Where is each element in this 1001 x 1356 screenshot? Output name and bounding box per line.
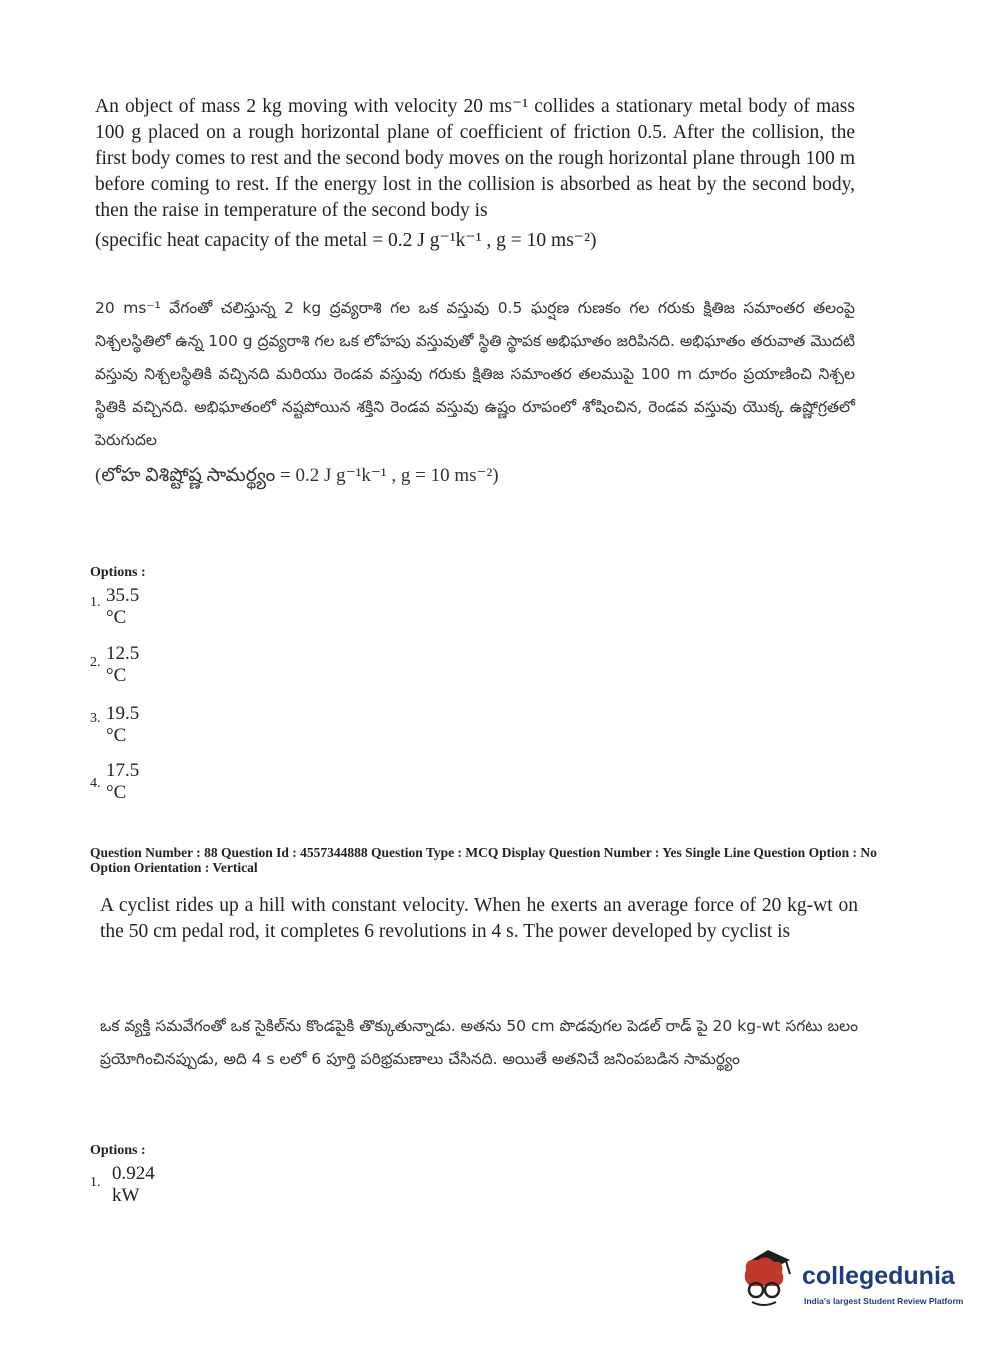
option-text: 17.5 °C	[106, 760, 140, 803]
logo-wordmark: collegedunia	[802, 1262, 955, 1290]
option-text: 35.5 °C	[106, 585, 140, 628]
question-1-telugu-text: 20 ms⁻¹ వేగంతో చలిస్తున్న 2 kg ద్రవ్యరాశి గల ఒక వస్తువు 0.5 ఘర్షణ గుణకం గల గరుకు క్షితిజ సమాంతర తలంపై నిశ్చలస్థితిలో ఉన్న 100 g ద్రవ్యరాశి గల ఒక లోహపు వస్తువుతో స్థితి స్థాపక అభిఘాతం జరిపినది. అభిఘాతం తరువాత మొదటి వస్తువు నిశ్చలస్థితికి వచ్చినది మరియు రెండవ వస్తువు గరుకు క్షితిజ సమాంతర తలముపై 100 m దూరం ప్రయాణించి నిశ్చల స్థితికి వచ్చినది. అభిఘాతంలో నష్టపోయిన శక్తిని రెండవ వస్తువు ఉష్ణం రూపంలో శోషించిన, రెండవ వస్తువు యొక్క ఉష్ణోగ్రతలో పెరుగుదల	[95, 299, 855, 449]
option-number: 1.	[90, 595, 101, 610]
option-number: 4.	[90, 776, 101, 791]
collegedunia-logo	[738, 1248, 968, 1318]
question-1-text: An object of mass 2 kg moving with velocity 20 ms⁻¹ collides a stationary metal body of mass 100 g placed on a rough horizontal plane of coefficient of friction 0.5. After the collision, the first body comes to rest and the second body moves on the rough horizontal plane through 100 m before coming to rest. If the energy lost in the collision is absorbed as heat by the second body, then the raise in temperature of the second body is	[95, 96, 855, 221]
question-1-telugu	[95, 292, 855, 492]
logo-tagline: India's largest Student Review Platform	[804, 1296, 964, 1306]
options-label: Options :	[90, 565, 146, 580]
question-1-english	[95, 94, 855, 254]
question-1-telugu-note: (లోహ విశిష్టోష్ణ సామర్థ్యం = 0.2 J g⁻¹k⁻¹ , g = 10 ms⁻²)	[95, 465, 499, 486]
question-2-english: A cyclist rides up a hill with constant velocity. When he exerts an average force of 20 kg-wt on the 50 cm pedal rod, it completes 6 revolutions in 4 s. The power developed by cyclist is	[100, 895, 858, 942]
option-text: 0.924 kW	[112, 1163, 155, 1206]
option-number: 2.	[90, 655, 101, 670]
mascot-icon	[738, 1248, 800, 1312]
option-text: 12.5 °C	[106, 643, 140, 686]
option-number: 3.	[90, 711, 101, 726]
option-number: 1.	[90, 1175, 101, 1190]
option-text: 19.5 °C	[106, 703, 140, 746]
question-2-meta: Question Number : 88 Question Id : 4557344888 Question Type : MCQ Display Question Number : Yes Single Line Question Option : No Option Orientation : Vertical	[90, 845, 877, 875]
question-1-note: (specific heat capacity of the metal = 0.2 J g⁻¹k⁻¹ , g = 10 ms⁻²)	[95, 230, 597, 251]
question-2-telugu: ఒక వ్యక్తి సమవేగంతో ఒక సైకిల్‌ను కొండపైకి తొక్కుతున్నాడు. అతను 50 cm పొడవుగల పెడల్ రాడ్ పై 20 kg-wt సగటు బలం ప్రయోగించినప్పుడు, అది 4 s లలో 6 పూర్తి పరిభ్రమణాలు చేసినది. అయితే అతనిచే జనింపబడిన సామర్థ్యం	[100, 1017, 858, 1068]
options-label: Options :	[90, 1143, 146, 1158]
